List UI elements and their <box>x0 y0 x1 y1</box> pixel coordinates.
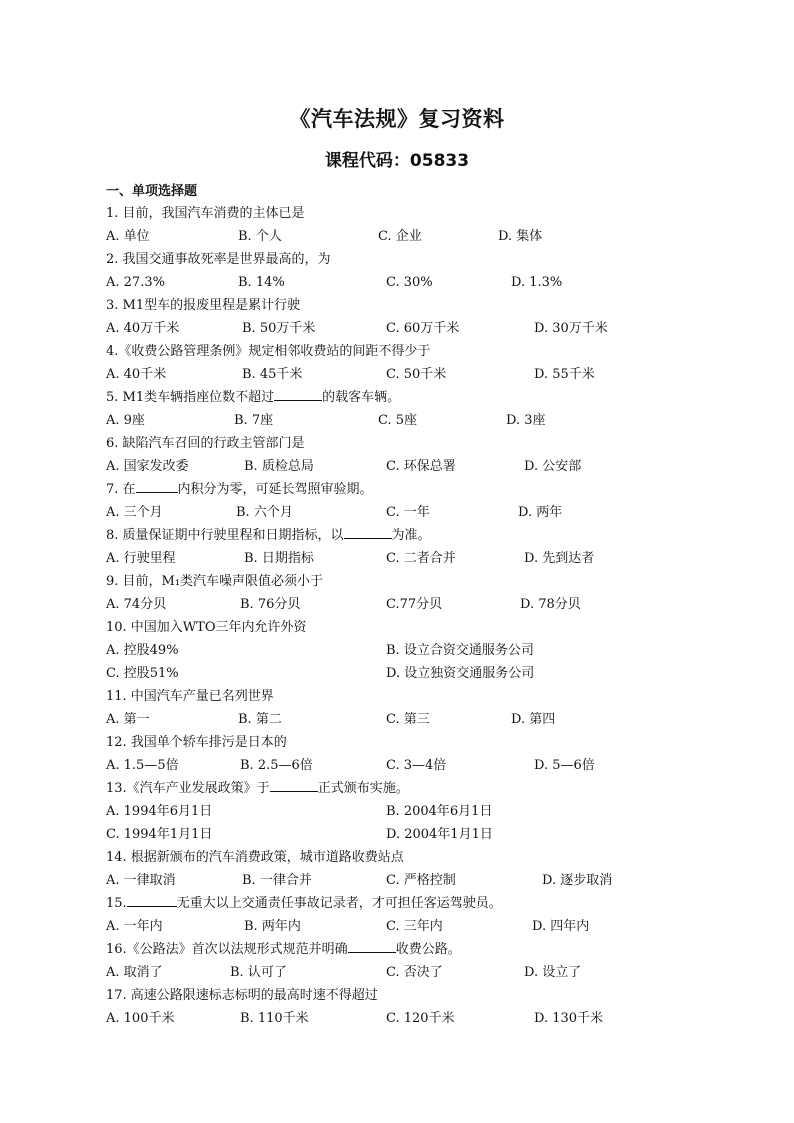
option-d: D. 公安部 <box>524 459 582 474</box>
course-code: 课程代码：05833 <box>324 151 470 171</box>
question-text-before: 5. M1类车辆指座位数不超过 <box>106 390 275 405</box>
question-12 <box>106 731 666 754</box>
options-row <box>106 317 666 340</box>
option-c: C. 一年 <box>386 505 430 520</box>
option-c: C. 二者合并 <box>386 551 456 566</box>
option-b: B. 110千米 <box>240 1011 309 1026</box>
option-a: A. 1994年6月1日 <box>106 804 213 819</box>
question-text: 9. 目前，M₁类汽车噪声限值必须小于 <box>106 574 324 589</box>
answer-blank <box>344 525 392 539</box>
option-a: A. 三个月 <box>106 505 163 520</box>
option-d: D. 78分贝 <box>520 597 581 612</box>
option-c: C. 3—4倍 <box>386 758 447 773</box>
options-row <box>106 501 666 524</box>
option-b: B. 一律合并 <box>242 873 312 888</box>
question-7 <box>106 478 666 501</box>
option-b: B. 2004年6月1日 <box>386 804 493 819</box>
option-d: D. 设立独资交通服务公司 <box>386 666 535 681</box>
question-17 <box>106 984 666 1007</box>
option-a: A. 国家发改委 <box>106 459 189 474</box>
options-row <box>106 455 666 478</box>
option-d: D. 130千米 <box>534 1011 604 1026</box>
option-c: C. 30% <box>386 275 433 290</box>
question-text-before: 8. 质量保证期中行驶里程和日期指标，以 <box>106 528 344 543</box>
option-b: B. 质检总局 <box>244 459 314 474</box>
question-text: 14. 根据新颁布的汽车消费政策，城市道路收费站点 <box>106 850 404 865</box>
option-b: B. 六个月 <box>236 505 293 520</box>
option-a: A. 100千米 <box>106 1011 175 1026</box>
question-text: 17. 高速公路限速标志标明的最高时速不得超过 <box>106 988 378 1003</box>
option-a: A. 1.5—5倍 <box>106 758 179 773</box>
option-a: A. 行驶里程 <box>106 551 176 566</box>
question-5 <box>106 386 666 409</box>
option-d: D. 30万千米 <box>534 321 608 336</box>
question-text-before: 16.《公路法》首次以法规形式规范并明确 <box>106 942 348 957</box>
option-c: C. 60万千米 <box>386 321 460 336</box>
option-d: D. 第四 <box>511 712 556 727</box>
option-d: D. 两年 <box>518 505 563 520</box>
option-b: B. 2.5—6倍 <box>240 758 313 773</box>
answer-blank <box>270 778 318 792</box>
option-d: D. 四年内 <box>532 919 590 934</box>
option-c: C. 120千米 <box>386 1011 455 1026</box>
question-text-after: 正式颁布实施。 <box>317 781 409 796</box>
option-a: A. 一律取消 <box>106 873 176 888</box>
option-d: D. 55千米 <box>534 367 595 382</box>
question-6 <box>106 432 666 455</box>
question-3 <box>106 294 666 317</box>
option-a: A. 取消了 <box>106 965 163 980</box>
options-row <box>106 1007 666 1030</box>
option-a: A. 控股49% <box>106 643 179 658</box>
option-b: B. 日期指标 <box>244 551 314 566</box>
option-a: A. 第一 <box>106 712 150 727</box>
question-text-after: 为准。 <box>391 528 431 543</box>
option-a: A. 40万千米 <box>106 321 180 336</box>
option-c: C. 第三 <box>386 712 430 727</box>
options-row <box>106 225 666 248</box>
question-14 <box>106 846 666 869</box>
option-b: B. 个人 <box>238 229 282 244</box>
option-c: C. 1994年1月1日 <box>106 827 213 842</box>
question-16 <box>106 938 666 961</box>
options-row <box>106 547 666 570</box>
option-b: B. 设立合资交通服务公司 <box>386 643 534 658</box>
question-2 <box>106 248 666 271</box>
question-text: 2. 我国交通事故死率是世界最高的，为 <box>106 252 331 267</box>
options-row <box>106 869 666 892</box>
option-b: B. 第二 <box>238 712 282 727</box>
question-text-before: 15. <box>106 896 127 911</box>
question-13 <box>106 777 666 800</box>
question-text-after: 无重大以上交通责任事故记录者，才可担任客运驾驶员。 <box>176 896 502 911</box>
options-row <box>106 754 666 777</box>
question-11 <box>106 685 666 708</box>
question-9 <box>106 570 666 593</box>
option-b: B. 认可了 <box>230 965 287 980</box>
options-row <box>106 593 666 616</box>
question-1 <box>106 202 666 225</box>
option-d: D. 3座 <box>506 413 546 428</box>
option-c: C. 三年内 <box>386 919 443 934</box>
option-c: C.77分贝 <box>386 597 443 612</box>
answer-blank <box>274 387 322 401</box>
options-row <box>106 271 666 294</box>
option-d: D. 1.3% <box>511 275 563 290</box>
question-text: 4.《收费公路管理条例》规定相邻收费站的间距不得少于 <box>106 344 431 359</box>
option-d: D. 设立了 <box>524 965 582 980</box>
question-text: 10. 中国加入WTO三年内允许外资 <box>106 620 307 635</box>
option-c: C. 企业 <box>378 229 422 244</box>
option-b: B. 两年内 <box>244 919 301 934</box>
options-row <box>106 915 666 938</box>
option-a: A. 74分贝 <box>106 597 167 612</box>
question-10 <box>106 616 666 639</box>
option-d: D. 逐步取消 <box>542 873 613 888</box>
question-text-after: 收费公路。 <box>395 942 461 957</box>
question-text-after: 的载客车辆。 <box>322 390 401 405</box>
question-text: 11. 中国汽车产量已名列世界 <box>106 689 274 704</box>
question-text: 3. M1型车的报废里程是累计行驶 <box>106 298 301 313</box>
option-d: D. 先到达者 <box>524 551 595 566</box>
option-c: C. 50千米 <box>386 367 447 382</box>
option-c: C. 5座 <box>378 413 418 428</box>
options-row <box>106 800 666 823</box>
option-a: A. 9座 <box>106 413 145 428</box>
question-text-after: 内积分为零，可延长驾照审验期。 <box>177 482 373 497</box>
answer-blank <box>348 939 396 953</box>
question-4 <box>106 340 666 363</box>
option-c: C. 控股51% <box>106 666 179 681</box>
options-row <box>106 961 666 984</box>
question-15 <box>106 892 666 915</box>
question-text-before: 13.《汽车产业发展政策》于 <box>106 781 270 796</box>
option-d: D. 5—6倍 <box>534 758 595 773</box>
option-a: A. 一年内 <box>106 919 163 934</box>
question-text-before: 7. 在 <box>106 482 136 497</box>
option-b: B. 76分贝 <box>240 597 301 612</box>
question-text: 12. 我国单个轿车排污是日本的 <box>106 735 287 750</box>
section-title: 一、单项选择题 <box>106 184 198 199</box>
option-c: C. 否决了 <box>386 965 443 980</box>
option-b: B. 14% <box>238 275 285 290</box>
question-text: 6. 缺陷汽车召回的行政主管部门是 <box>106 436 305 451</box>
option-a: A. 27.3% <box>106 275 165 290</box>
options-row <box>106 363 666 386</box>
question-list <box>106 202 666 1030</box>
option-d: D. 2004年1月1日 <box>386 827 493 842</box>
page-title: 《汽车法规》复习资料 <box>289 107 505 131</box>
question-text: 1. 目前，我国汽车消费的主体已是 <box>106 206 305 221</box>
options-row <box>106 639 666 662</box>
option-a: A. 单位 <box>106 229 150 244</box>
option-c: C. 环保总署 <box>386 459 456 474</box>
answer-blank <box>136 479 178 493</box>
option-b: B. 50万千米 <box>242 321 316 336</box>
option-d: D. 集体 <box>498 229 543 244</box>
options-row <box>106 409 666 432</box>
option-c: C. 严格控制 <box>386 873 456 888</box>
options-row <box>106 823 666 846</box>
option-a: A. 40千米 <box>106 367 167 382</box>
question-8 <box>106 524 666 547</box>
option-b: B. 45千米 <box>242 367 303 382</box>
options-row <box>106 708 666 731</box>
option-b: B. 7座 <box>234 413 274 428</box>
answer-blank <box>127 893 177 907</box>
options-row <box>106 662 666 685</box>
